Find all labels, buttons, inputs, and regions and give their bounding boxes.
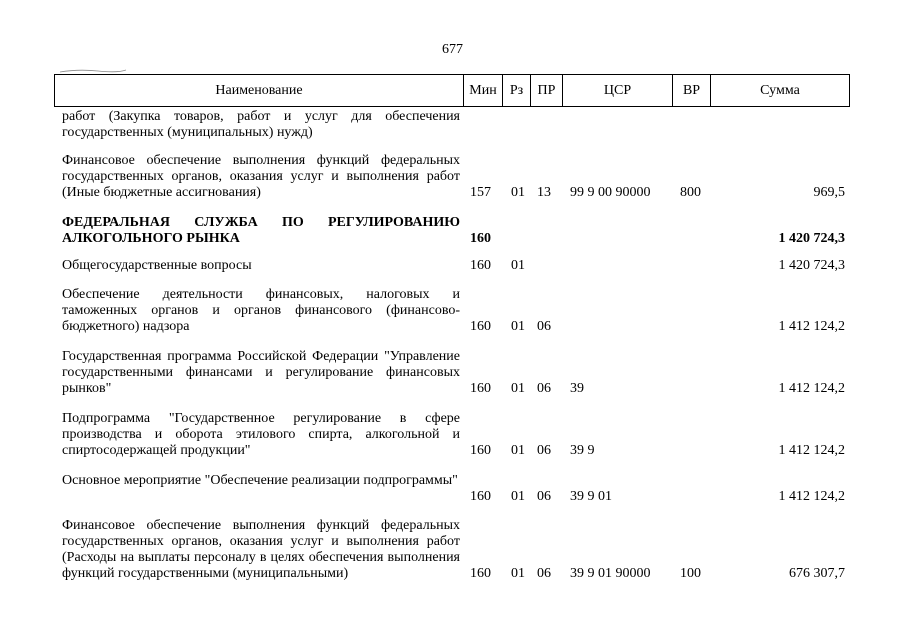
row-sum: 1 412 124,2 (778, 381, 845, 396)
row-rz: 01 (511, 443, 525, 458)
row-name: Общегосударственные вопросы (62, 258, 252, 273)
row-pr: 06 (537, 319, 551, 334)
row-min: 160 (470, 489, 491, 504)
row-min: 160 (470, 566, 491, 581)
row-rz: 01 (511, 566, 525, 581)
row-pr: 06 (537, 566, 551, 581)
row-pr: 06 (537, 489, 551, 504)
row-csr: 39 9 (570, 443, 595, 458)
row-name: Финансовое обеспечение выполнения функций федеральных государственных органов, оказания услуг и выполнения работ (Иные бюджетные ассигнования) (62, 153, 460, 200)
row-sum: 1 412 124,2 (778, 443, 845, 458)
header-csr: ЦСР (563, 75, 673, 106)
table-header (54, 74, 850, 107)
header-min: Мин (464, 75, 503, 106)
row-pr: 06 (537, 381, 551, 396)
row-csr: 39 9 01 (570, 489, 612, 504)
row-sum: 1 412 124,2 (778, 319, 845, 334)
row-min: 157 (470, 185, 491, 200)
row-sum: 1 412 124,2 (778, 489, 845, 504)
row-pr: 13 (537, 185, 551, 200)
row-pr: 06 (537, 443, 551, 458)
row-rz: 01 (511, 489, 525, 504)
row-sum: 969,5 (813, 185, 845, 200)
row-name: Государственная программа Российской Федерации "Управление государственными финансами и регулирование финансовых рынков" (62, 349, 460, 396)
header-sum: Сумма (760, 83, 800, 98)
row-min: 160 (470, 443, 491, 458)
row-name: Подпрограмма "Государственное регулирование в сфере производства и оборота этилового спирта, алкогольной и спиртосодержащей продукции" (62, 411, 460, 458)
row-rz: 01 (511, 258, 525, 273)
row-csr: 39 (570, 381, 584, 396)
row-sum: 1 420 724,3 (778, 258, 845, 273)
row-name: работ (Закупка товаров, работ и услуг для обеспечения государственных (муниципальных) нужд) (62, 109, 460, 140)
row-name: Финансовое обеспечение выполнения функций федеральных государственных органов, оказания услуг и выполнения работ (Расходы на выплаты персоналу в целях обеспечения выполнения функций государственными (муниципальными) (62, 518, 460, 581)
page-number: 677 (442, 42, 463, 57)
row-name: Обеспечение деятельности финансовых, налоговых и таможенных органов и органов финансового (финансово-бюджетного) надзора (62, 287, 460, 334)
row-rz: 01 (511, 319, 525, 334)
header-name: Наименование (55, 75, 464, 106)
row-vr: 800 (680, 185, 701, 200)
header-pr: ПР (531, 75, 563, 106)
row-min: 160 (470, 231, 491, 246)
row-name: Основное мероприятие "Обеспечение реализации подпрограммы" (62, 473, 458, 488)
row-csr: 99 9 00 90000 (570, 185, 651, 200)
row-sum: 1 420 724,3 (778, 231, 845, 246)
row-min: 160 (470, 319, 491, 334)
row-min: 160 (470, 258, 491, 273)
header-vr: ВР (673, 75, 711, 106)
row-name: ФЕДЕРАЛЬНАЯ СЛУЖБА ПО РЕГУЛИРОВАНИЮ АЛКОГОЛЬНОГО РЫНКА (62, 215, 460, 246)
row-sum: 676 307,7 (789, 566, 845, 581)
row-min: 160 (470, 381, 491, 396)
header-rz: Рз (503, 75, 531, 106)
row-rz: 01 (511, 381, 525, 396)
row-rz: 01 (511, 185, 525, 200)
row-csr: 39 9 01 90000 (570, 566, 651, 581)
row-vr: 100 (680, 566, 701, 581)
